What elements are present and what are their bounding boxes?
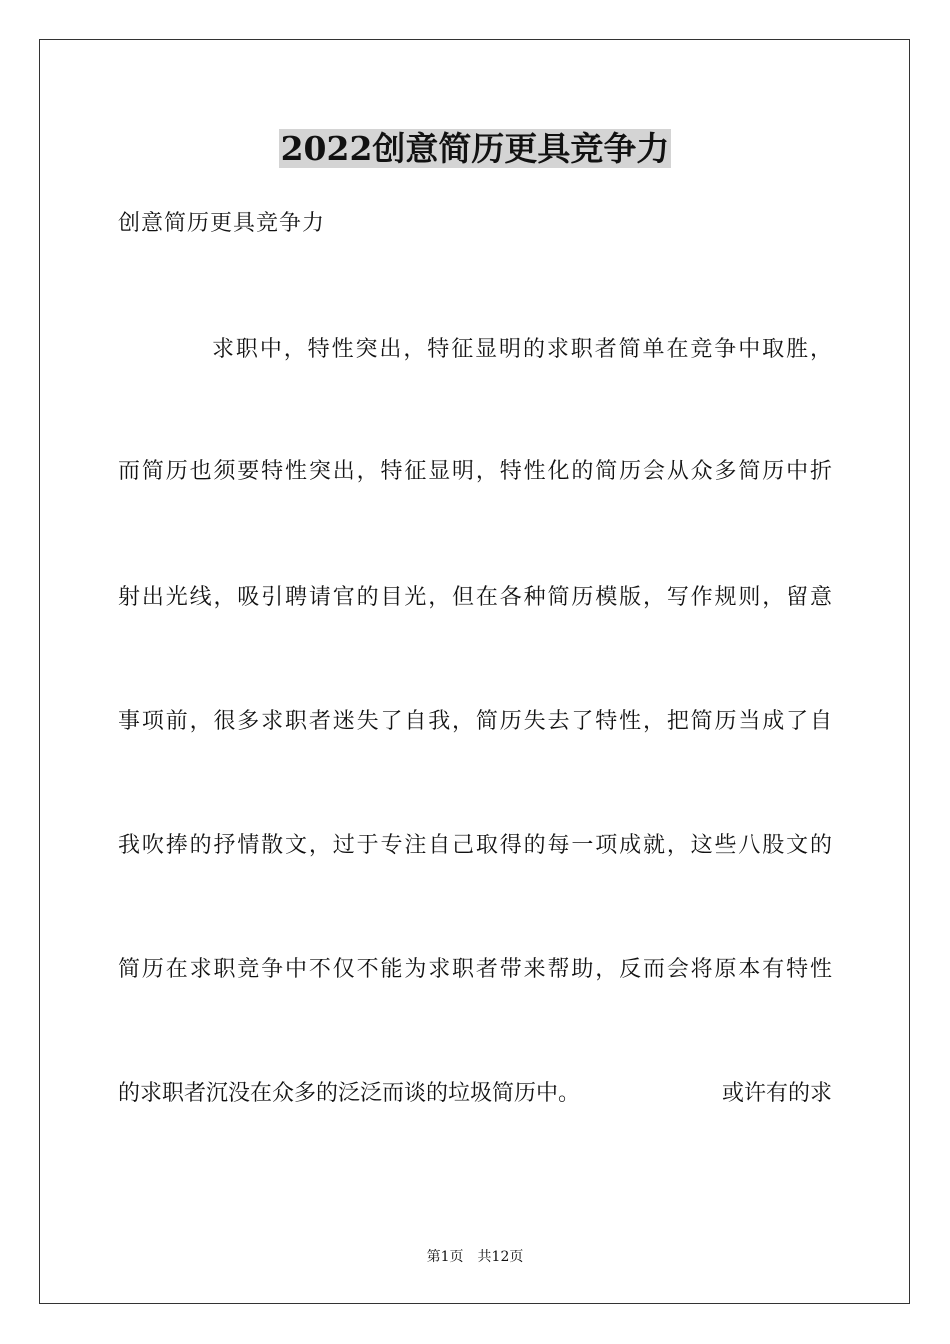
document-subtitle: 创意简历更具竞争力 — [118, 211, 326, 236]
paragraph-line: 事项前，很多求职者迷失了自我，简历失去了特性，把简历当成了自 — [118, 709, 832, 734]
paragraph-line: 射出光线，吸引聘请官的目光，但在各种简历模版，写作规则，留意 — [118, 585, 832, 610]
document-title-text: 2022创意简历更具竞争力 — [280, 129, 670, 168]
paragraph-line-continuation: 或许有的求 — [721, 1081, 832, 1106]
paragraph-line: 求职中，特性突出，特征显明的求职者简单在竞争中取胜， — [212, 337, 832, 362]
page-total: 共12页 — [477, 1249, 524, 1265]
document-title — [0, 127, 950, 171]
page-number: 第1页 — [426, 1249, 464, 1265]
paragraph-line: 我吹捧的抒情散文，过于专注自己取得的每一项成就，这些八股文的 — [118, 833, 832, 858]
paragraph-line-text: 的求职者沉没在众多的泛泛而谈的垃圾简历中。 — [118, 1081, 581, 1106]
paragraph-line: 简历在求职竞争中不仅不能为求职者带来帮助，反而会将原本有特性 — [118, 957, 832, 982]
paragraph-line: 而简历也须要特性突出，特征显明，特性化的简历会从众多简历中折 — [118, 459, 832, 484]
paragraph-line-last — [118, 1078, 832, 1110]
page-footer — [0, 1248, 950, 1266]
